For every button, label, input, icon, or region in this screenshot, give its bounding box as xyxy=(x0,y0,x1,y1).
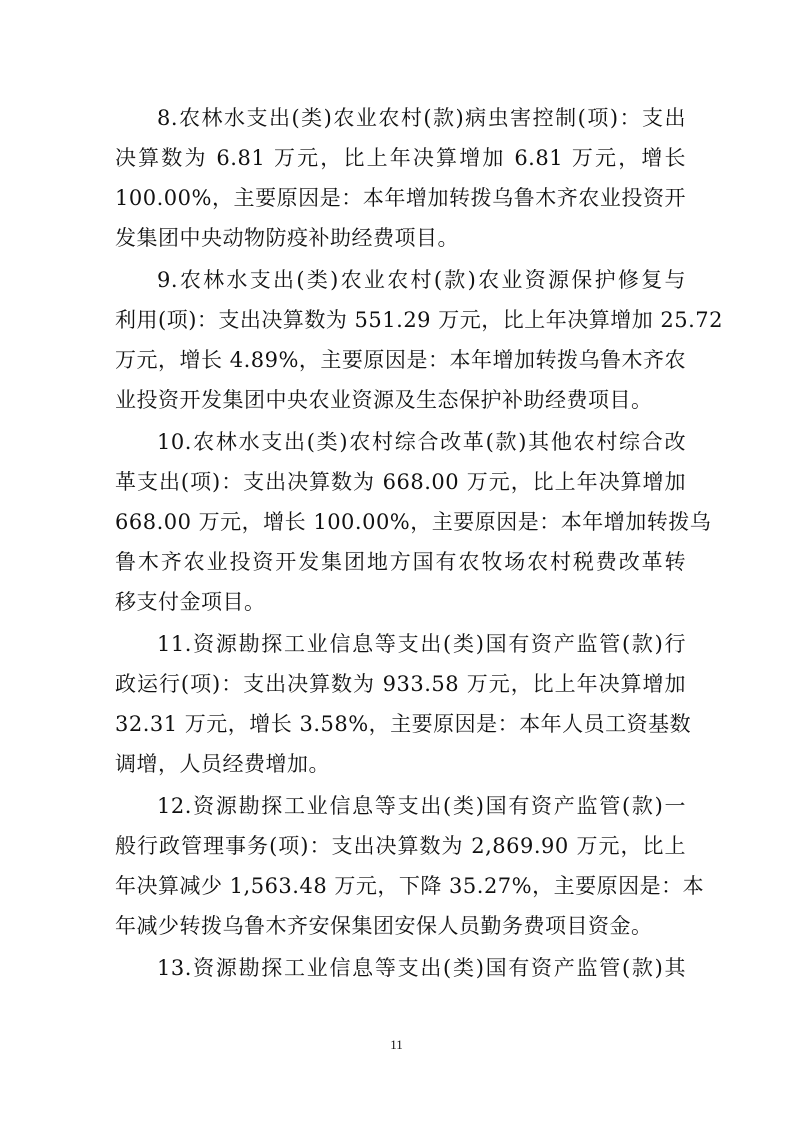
paragraph-8-line-3: 100.00%，主要原因是：本年增加转拨乌鲁木齐农业投资开 xyxy=(115,186,686,210)
paragraph-10-line-1: 10.农林水支出(类)农村综合改革(款)其他农村综合改 xyxy=(157,430,686,454)
paragraph-8-line-2: 决算数为 6.81 万元，比上年决算增加 6.81 万元，增长 xyxy=(115,146,686,170)
paragraph-9-line-3: 万元，增长 4.89%，主要原因是：本年增加转拨乌鲁木齐农 xyxy=(115,348,686,372)
paragraph-11-line-4: 调增，人员经费增加。 xyxy=(115,752,330,776)
paragraph-9-line-1: 9.农林水支出(类)农业农村(款)农业资源保护修复与 xyxy=(157,268,686,292)
paragraph-10-line-5: 移支付金项目。 xyxy=(115,590,266,614)
paragraph-9-line-4: 业投资开发集团中央农业资源及生态保护补助经费项目。 xyxy=(115,388,653,412)
paragraph-12-line-4: 年减少转拨乌鲁木齐安保集团安保人员勤务费项目资金。 xyxy=(115,914,653,938)
page-number: 11 xyxy=(390,1037,403,1052)
paragraph-10-line-4: 鲁木齐农业投资开发集团地方国有农牧场农村税费改革转 xyxy=(115,550,686,574)
paragraph-10-line-2: 革支出(项)：支出决算数为 668.00 万元，比上年决算增加 xyxy=(115,470,686,494)
paragraph-12-line-2: 般行政管理事务(项)：支出决算数为 2,869.90 万元，比上 xyxy=(115,834,686,858)
paragraph-10-line-3: 668.00 万元，增长 100.00%，主要原因是：本年增加转拨乌 xyxy=(115,510,712,534)
paragraph-11-line-1: 11.资源勘探工业信息等支出(类)国有资产监管(款)行 xyxy=(157,632,686,656)
paragraph-11-line-3: 32.31 万元，增长 3.58%，主要原因是：本年人员工资基数 xyxy=(115,712,692,736)
paragraph-13-line-1: 13.资源勘探工业信息等支出(类)国有资产监管(款)其 xyxy=(157,956,686,980)
paragraph-12-line-3: 年决算减少 1,563.48 万元，下降 35.27%，主要原因是：本 xyxy=(115,874,705,898)
paragraph-9-line-2: 利用(项)：支出决算数为 551.29 万元，比上年决算增加 25.72 xyxy=(115,308,724,332)
paragraph-12-line-1: 12.资源勘探工业信息等支出(类)国有资产监管(款)一 xyxy=(157,794,686,818)
paragraph-11-line-2: 政运行(项)：支出决算数为 933.58 万元，比上年决算增加 xyxy=(115,672,686,696)
paragraph-8-line-4: 发集团中央动物防疫补助经费项目。 xyxy=(115,226,459,250)
paragraph-8-line-1: 8.农林水支出(类)农业农村(款)病虫害控制(项)：支出 xyxy=(157,106,686,130)
